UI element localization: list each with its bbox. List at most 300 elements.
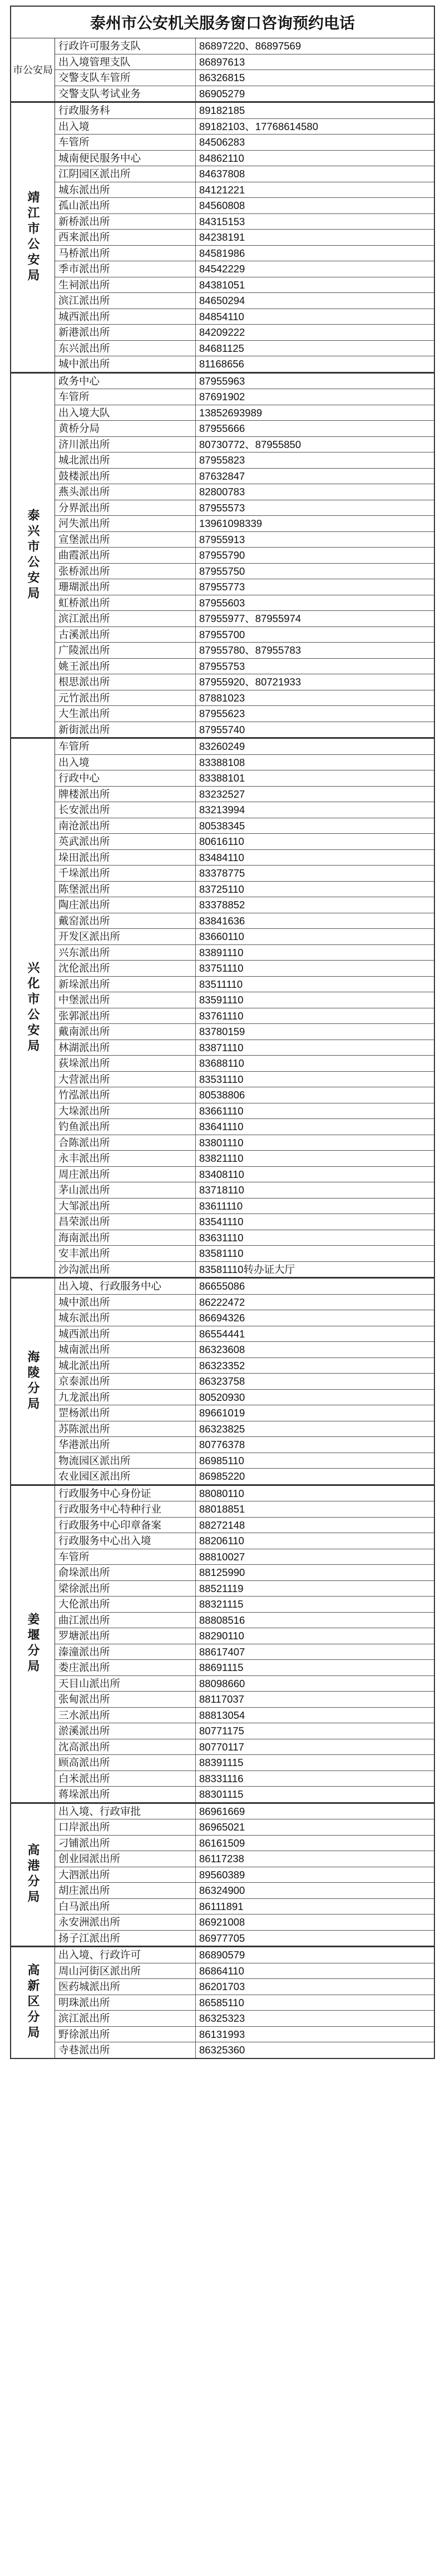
unit-name: 宣堡派出所 <box>55 532 196 548</box>
table-row <box>55 469 434 485</box>
phone-number: 88117037 <box>199 1693 244 1705</box>
phone-number: 84209222 <box>199 326 245 338</box>
unit-name: 口岸派出所 <box>55 1819 196 1835</box>
phone-number: 88691115 <box>199 1662 244 1673</box>
table-row <box>55 595 434 611</box>
phone-number: 84560808 <box>199 200 245 211</box>
phone-number: 88080110 <box>199 1487 244 1499</box>
unit-name: 城中派出所 <box>55 356 196 372</box>
table-row <box>55 2042 434 2058</box>
unit-name: 沈高派出所 <box>55 1739 196 1755</box>
phone-number: 84381051 <box>199 279 245 291</box>
table-row <box>55 1358 434 1374</box>
unit-name: 荻垛派出所 <box>55 1056 196 1071</box>
table-row <box>55 1931 434 1946</box>
phone-number: 84121221 <box>199 183 245 196</box>
phone-number: 83841636 <box>199 914 245 927</box>
unit-name: 永安洲派出所 <box>55 1914 196 1930</box>
unit-name: 城北派出所 <box>55 452 196 468</box>
group-rows <box>55 1804 434 1946</box>
table-row <box>55 1867 434 1883</box>
unit-name: 行政服务中心出入境 <box>55 1533 196 1549</box>
unit-name: 新港派出所 <box>55 325 196 340</box>
unit-name: 海南派出所 <box>55 1230 196 1246</box>
phone-number: 83611110 <box>199 1200 243 1212</box>
phone-number: 87955603 <box>199 596 245 609</box>
unit-name: 医药城派出所 <box>55 1979 196 1995</box>
phone-number: 80616110 <box>199 836 244 847</box>
unit-name: 江阴园区派出所 <box>55 166 196 182</box>
table-row <box>55 119 434 135</box>
unit-name: 俞垛派出所 <box>55 1565 196 1580</box>
phone-number: 86897220、86897569 <box>199 40 301 52</box>
table-row <box>55 659 434 675</box>
phone-number: 86131993 <box>199 2028 245 2040</box>
unit-name: 行政中心 <box>55 770 196 786</box>
unit-name: 大营派出所 <box>55 1072 196 1087</box>
phone-number: 13961098339 <box>199 518 263 529</box>
unit-name: 分界派出所 <box>55 500 196 516</box>
group-section <box>10 38 435 102</box>
phone-number: 86323352 <box>199 1359 245 1371</box>
table-row <box>55 579 434 595</box>
phone-number: 83660110 <box>199 931 244 942</box>
table-row <box>55 1995 434 2011</box>
unit-name: 大垛派出所 <box>55 1103 196 1119</box>
unit-name: 西来派出所 <box>55 230 196 245</box>
phone-number: 87955573 <box>199 501 245 514</box>
table-row <box>55 1851 434 1867</box>
phone-number: 87955773 <box>199 581 245 593</box>
table-row <box>55 1518 434 1534</box>
phone-number: 88301115 <box>199 1788 244 1800</box>
table-row <box>55 1087 434 1103</box>
unit-name: 扬子江派出所 <box>55 1931 196 1946</box>
phone-number: 88321115 <box>199 1598 244 1610</box>
phone-number: 86585110 <box>199 1996 244 2008</box>
unit-name: 农业园区派出所 <box>55 1469 196 1484</box>
phone-number: 83725110 <box>199 883 244 895</box>
unit-name: 广陵派出所 <box>55 643 196 658</box>
phone-number: 87955700 <box>199 628 245 640</box>
unit-name: 钓鱼派出所 <box>55 1119 196 1135</box>
unit-name: 白米派出所 <box>55 1771 196 1787</box>
unit-name: 出入境、行政审批 <box>55 1804 196 1819</box>
unit-name: 大邹派出所 <box>55 1199 196 1214</box>
group-name-text: 泰兴市公安局 <box>26 508 40 602</box>
table-row <box>55 1565 434 1581</box>
table-row <box>55 1421 434 1438</box>
phone-number: 82800783 <box>199 486 245 498</box>
table-row <box>55 722 434 738</box>
table-title: 泰州市公安机关服务窗口咨询预约电话 <box>10 6 435 38</box>
phone-number: 88521119 <box>199 1582 244 1594</box>
phone-number: 88331116 <box>199 1772 244 1784</box>
group-rows <box>55 38 434 101</box>
phone-number: 86161509 <box>199 1837 245 1849</box>
unit-name: 姚王派出所 <box>55 659 196 674</box>
table-row <box>55 103 434 119</box>
phone-number: 87955750 <box>199 565 245 577</box>
phone-number: 86921008 <box>199 1916 245 1928</box>
unit-name: 张郭派出所 <box>55 1008 196 1024</box>
phone-number: 84637808 <box>199 168 245 180</box>
phone-number: 83761110 <box>199 1009 244 1022</box>
table-row <box>55 1214 434 1230</box>
group-name-text: 市公安局 <box>13 64 53 76</box>
phone-number: 83511110 <box>199 978 243 990</box>
phone-number: 83531110 <box>199 1073 244 1085</box>
contact-table <box>10 6 435 2059</box>
unit-name: 淤溪派出所 <box>55 1723 196 1739</box>
phone-number: 86985110 <box>199 1454 244 1466</box>
unit-name: 政务中心 <box>55 374 196 389</box>
table-row <box>55 198 434 214</box>
phone-number: 87632847 <box>199 470 245 482</box>
unit-name: 季市派出所 <box>55 261 196 277</box>
unit-name: 千垛派出所 <box>55 866 196 881</box>
phone-number: 87955740 <box>199 723 245 735</box>
table-row <box>55 1914 434 1931</box>
phone-number: 83213994 <box>199 804 245 815</box>
phone-number: 86897613 <box>199 56 245 68</box>
unit-name: 交警支队考试业务 <box>55 86 196 102</box>
unit-name: 大生派出所 <box>55 706 196 722</box>
unit-name: 城南派出所 <box>55 1342 196 1357</box>
group-section <box>10 102 435 373</box>
phone-number: 81168656 <box>199 358 244 370</box>
unit-name: 戴窑派出所 <box>55 913 196 929</box>
unit-name: 鼓楼派出所 <box>55 469 196 484</box>
phone-number: 88206110 <box>199 1535 244 1546</box>
unit-name: 虹桥派出所 <box>55 595 196 611</box>
table-row <box>55 1947 434 1963</box>
unit-name: 创业园派出所 <box>55 1851 196 1867</box>
table-row <box>55 1628 434 1644</box>
unit-name: 沙沟派出所 <box>55 1262 196 1277</box>
table-row <box>55 643 434 659</box>
table-row <box>55 516 434 532</box>
group-section <box>10 373 435 739</box>
unit-name: 陈堡派出所 <box>55 882 196 897</box>
table-row <box>55 500 434 516</box>
unit-name: 河失派出所 <box>55 516 196 531</box>
table-row <box>55 1787 434 1802</box>
phone-number: 88098660 <box>199 1677 245 1689</box>
table-row <box>55 1390 434 1406</box>
table-row <box>55 627 434 643</box>
phone-number: 80538806 <box>199 1089 245 1101</box>
phone-number: 87881023 <box>199 692 245 704</box>
group-rows <box>55 103 434 372</box>
unit-name: 行政服务中心印章备案 <box>55 1518 196 1533</box>
group-name-text: 兴化市公安局 <box>26 961 40 1055</box>
phone-number: 86965021 <box>199 1821 245 1833</box>
group-name <box>11 38 55 101</box>
unit-name: 罗塘派出所 <box>55 1628 196 1644</box>
unit-name: 安丰派出所 <box>55 1246 196 1261</box>
unit-name: 野徐派出所 <box>55 2027 196 2042</box>
phone-number: 87955920、80721933 <box>199 676 301 688</box>
unit-name: 林湖派出所 <box>55 1040 196 1056</box>
group-rows <box>55 1279 434 1484</box>
phone-number: 88018851 <box>199 1503 245 1515</box>
table-row <box>55 834 434 850</box>
phone-number: 80538345 <box>199 819 245 832</box>
table-row <box>55 882 434 898</box>
phone-number: 86323758 <box>199 1375 245 1387</box>
phone-number: 83591110 <box>199 994 244 1006</box>
phone-number: 83232527 <box>199 788 245 800</box>
phone-number: 86905279 <box>199 87 245 100</box>
phone-number: 86977705 <box>199 1932 245 1944</box>
table-row <box>55 1453 434 1469</box>
phone-number: 88391115 <box>199 1757 244 1768</box>
unit-name: 蒋垛派出所 <box>55 1787 196 1802</box>
unit-name: 大伦派出所 <box>55 1597 196 1612</box>
phone-number: 86864110 <box>199 1965 244 1977</box>
group-rows <box>55 1486 434 1802</box>
unit-name: 张桥派出所 <box>55 564 196 579</box>
unit-name: 济川派出所 <box>55 437 196 452</box>
unit-name: 苏陈派出所 <box>55 1421 196 1437</box>
unit-name: 三水派出所 <box>55 1708 196 1723</box>
table-row <box>55 1151 434 1167</box>
phone-number: 84238191 <box>199 231 245 243</box>
table-row <box>55 2027 434 2043</box>
phone-number: 83581110转办证大厅 <box>199 1263 295 1275</box>
phone-number: 86222472 <box>199 1296 245 1308</box>
unit-name: 孤山派出所 <box>55 198 196 213</box>
table-row <box>55 1437 434 1453</box>
phone-number: 88617407 <box>199 1645 245 1658</box>
phone-number: 84506283 <box>199 136 245 148</box>
phone-number: 80520930 <box>199 1391 245 1403</box>
table-row <box>55 929 434 945</box>
phone-number: 83484110 <box>199 851 244 863</box>
phone-number: 84315153 <box>199 215 245 227</box>
unit-name: 溱潼派出所 <box>55 1644 196 1660</box>
phone-number: 83541110 <box>199 1216 244 1227</box>
table-row <box>55 2011 434 2027</box>
table-row <box>55 770 434 787</box>
group-section <box>10 1947 435 2059</box>
table-row <box>55 1279 434 1295</box>
phone-number: 88272148 <box>199 1519 245 1531</box>
phone-number: 87955623 <box>199 708 245 719</box>
table-row <box>55 1295 434 1311</box>
unit-name: 城西派出所 <box>55 1326 196 1342</box>
table-row <box>55 484 434 500</box>
phone-number: 84681125 <box>199 342 244 354</box>
unit-name: 城北派出所 <box>55 1358 196 1374</box>
group-rows <box>55 739 434 1277</box>
table-row <box>55 1040 434 1056</box>
unit-name: 新垛派出所 <box>55 977 196 992</box>
table-row <box>55 1819 434 1836</box>
phone-number: 88810027 <box>199 1550 245 1563</box>
unit-name: 天目山派出所 <box>55 1676 196 1692</box>
unit-name: 生祠派出所 <box>55 277 196 293</box>
phone-number: 86325360 <box>199 2044 245 2056</box>
table-row <box>55 293 434 309</box>
table-row <box>55 1804 434 1820</box>
phone-number: 86324900 <box>199 1884 245 1896</box>
table-row <box>55 1963 434 1980</box>
table-row <box>55 1374 434 1390</box>
phone-number: 86985220 <box>199 1470 245 1482</box>
table-row <box>55 1533 434 1549</box>
table-row <box>55 690 434 707</box>
unit-name: 京泰派出所 <box>55 1374 196 1389</box>
phone-number: 83871110 <box>199 1041 244 1053</box>
table-row <box>55 1597 434 1613</box>
table-row <box>55 564 434 580</box>
table-row <box>55 532 434 548</box>
table-row <box>55 1342 434 1358</box>
unit-name: 周山河街区派出所 <box>55 1963 196 1979</box>
table-row <box>55 356 434 372</box>
table-row <box>55 1056 434 1072</box>
unit-name: 滨江派出所 <box>55 293 196 309</box>
unit-name: 张甸派出所 <box>55 1692 196 1707</box>
unit-name: 白马派出所 <box>55 1899 196 1914</box>
table-row <box>55 1103 434 1120</box>
phone-number: 83378775 <box>199 867 245 879</box>
unit-name: 周庄派出所 <box>55 1167 196 1182</box>
table-row <box>55 548 434 564</box>
phone-number: 87955790 <box>199 549 245 561</box>
unit-name: 曲江派出所 <box>55 1613 196 1628</box>
phone-number: 86890579 <box>199 1949 245 1961</box>
table-row <box>55 1581 434 1597</box>
phone-number: 87955963 <box>199 375 245 387</box>
unit-name: 东兴派出所 <box>55 341 196 356</box>
group-name <box>11 739 55 1277</box>
table-row <box>55 992 434 1008</box>
table-row <box>55 1692 434 1708</box>
phone-number: 88290110 <box>199 1630 244 1642</box>
unit-name: 新桥派出所 <box>55 214 196 230</box>
unit-name: 南沧派出所 <box>55 818 196 834</box>
unit-name: 行政服务中心身份证 <box>55 1486 196 1501</box>
group-name-text: 靖江市公安局 <box>26 190 40 284</box>
phone-number: 84854110 <box>199 310 244 322</box>
table-row <box>55 1676 434 1692</box>
table-row <box>55 1613 434 1629</box>
unit-name: 开发区派出所 <box>55 929 196 944</box>
unit-name: 城东派出所 <box>55 182 196 198</box>
unit-name: 合陈派出所 <box>55 1135 196 1151</box>
phone-number: 84581986 <box>199 247 245 259</box>
table-row <box>55 1182 434 1199</box>
phone-number: 80730772、87955850 <box>199 438 301 450</box>
group-rows <box>55 374 434 738</box>
group-name <box>11 103 55 372</box>
table-row <box>55 1072 434 1088</box>
table-row <box>55 611 434 627</box>
group-section <box>10 1485 435 1803</box>
phone-number: 83260249 <box>199 740 245 752</box>
table-row <box>55 1024 434 1040</box>
phone-number: 86325323 <box>199 2012 245 2024</box>
unit-name: 车管所 <box>55 389 196 405</box>
phone-number: 83388108 <box>199 756 245 768</box>
table-row <box>55 850 434 866</box>
unit-name: 寺巷派出所 <box>55 2042 196 2058</box>
unit-name: 元竹派出所 <box>55 690 196 706</box>
table-row <box>55 818 434 834</box>
table-row <box>55 1644 434 1660</box>
phone-number: 86111891 <box>199 1900 244 1912</box>
table-row <box>55 1310 434 1326</box>
unit-name: 行政许可服务支队 <box>55 38 196 54</box>
table-row <box>55 437 434 453</box>
unit-name: 顾高派出所 <box>55 1755 196 1771</box>
unit-name: 物流园区派出所 <box>55 1453 196 1469</box>
table-row <box>55 1708 434 1724</box>
unit-name: 马桥派出所 <box>55 246 196 261</box>
phone-number: 86323825 <box>199 1423 245 1435</box>
unit-name: 珊瑚派出所 <box>55 579 196 595</box>
table-row <box>55 1135 434 1151</box>
table-row <box>55 1771 434 1787</box>
table-row <box>55 325 434 341</box>
phone-number: 87955823 <box>199 454 245 466</box>
phone-number: 86201703 <box>199 1981 245 1992</box>
unit-name: 行政服务科 <box>55 103 196 118</box>
table-row <box>55 1549 434 1565</box>
table-row <box>55 405 434 421</box>
phone-number: 83718110 <box>199 1184 244 1196</box>
unit-name: 胡庄派出所 <box>55 1883 196 1898</box>
table-row <box>55 182 434 198</box>
table-row <box>55 1246 434 1262</box>
unit-name: 车管所 <box>55 739 196 754</box>
unit-name: 华港派出所 <box>55 1437 196 1453</box>
unit-name: 交警支队车管所 <box>55 70 196 86</box>
table-row <box>55 151 434 167</box>
group-section <box>10 1803 435 1947</box>
unit-name: 城东派出所 <box>55 1310 196 1326</box>
table-row <box>55 1262 434 1277</box>
table-row <box>55 54 434 71</box>
unit-name: 长安派出所 <box>55 802 196 818</box>
table-row <box>55 1326 434 1342</box>
table-row <box>55 945 434 961</box>
table-row <box>55 1501 434 1518</box>
phone-number: 88808516 <box>199 1614 245 1626</box>
unit-name: 行政服务中心特种行业 <box>55 1501 196 1517</box>
unit-name: 出入境、行政服务中心 <box>55 1279 196 1294</box>
unit-name: 滨江派出所 <box>55 2011 196 2026</box>
phone-number: 86961669 <box>199 1805 245 1817</box>
phone-number: 83641110 <box>199 1121 244 1132</box>
phone-number: 83378852 <box>199 899 245 911</box>
phone-number: 83631110 <box>199 1231 244 1244</box>
phone-number: 87955753 <box>199 660 245 672</box>
unit-name: 娄庄派出所 <box>55 1660 196 1675</box>
phone-number: 87691902 <box>199 391 245 402</box>
unit-name: 大泗派出所 <box>55 1867 196 1883</box>
table-row <box>55 1660 434 1676</box>
unit-name: 黄桥分局 <box>55 421 196 436</box>
phone-number: 84650294 <box>199 295 245 306</box>
group-rows <box>55 1947 434 2058</box>
table-row <box>55 166 434 182</box>
table-row <box>55 913 434 929</box>
phone-number: 86326815 <box>199 72 245 83</box>
